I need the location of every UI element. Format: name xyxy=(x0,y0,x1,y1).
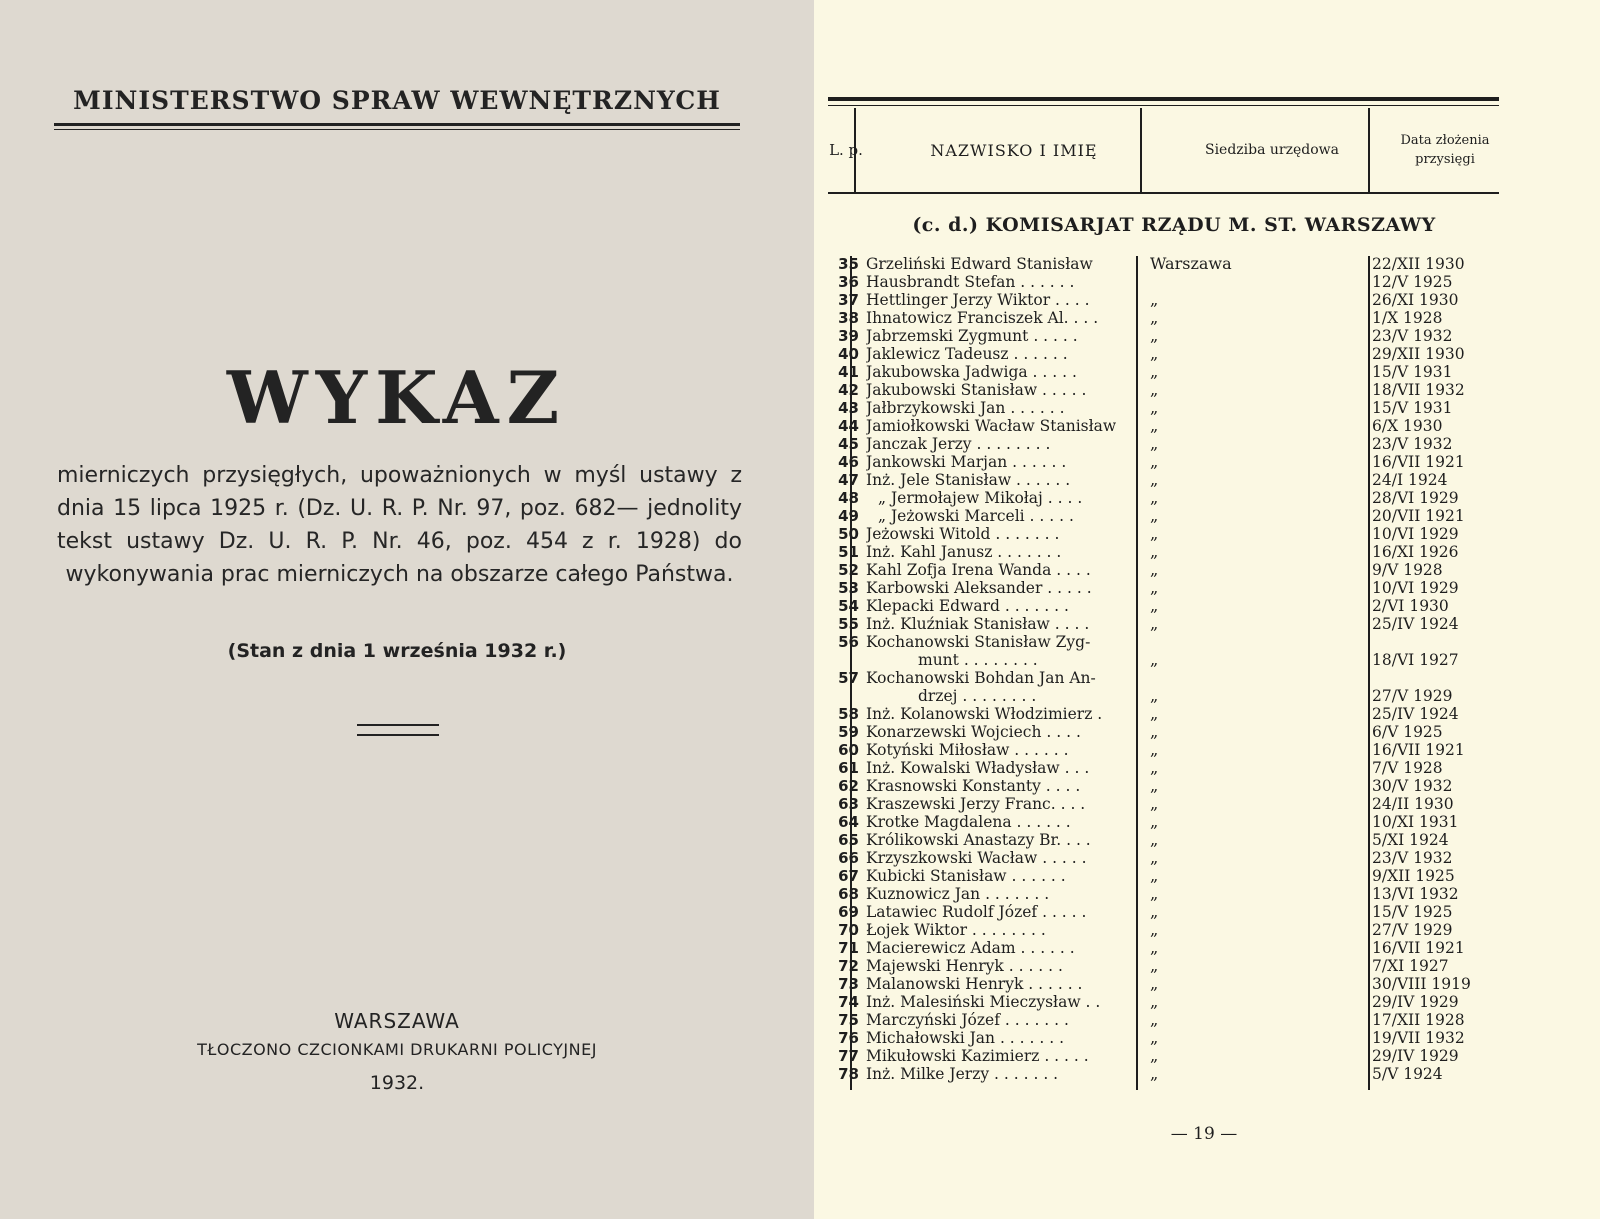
column-header-date: Data złożenia przysięgi xyxy=(1400,133,1490,167)
row-number: 52 xyxy=(838,561,859,579)
row-seat: „ xyxy=(1150,542,1159,561)
row-name: Inż. Kowalski Władysław . . . xyxy=(866,759,1090,777)
table-top-rule xyxy=(828,97,1499,101)
ornament-rule-top xyxy=(357,724,439,726)
row-name: Hausbrandt Stefan . . . . . . xyxy=(866,273,1075,291)
row-name: Inż. Kahl Janusz . . . . . . . xyxy=(866,543,1062,561)
row-seat: „ xyxy=(1150,992,1159,1011)
row-name: Krotke Magdalena . . . . . . xyxy=(866,813,1071,831)
row-seat: „ xyxy=(1150,884,1159,903)
row-date: 9/V 1928 xyxy=(1372,561,1443,579)
row-name: Inż. Milke Jerzy . . . . . . . xyxy=(866,1065,1059,1083)
row-name: Kotyński Miłosław . . . . . . xyxy=(866,741,1069,759)
row-seat: „ xyxy=(1150,704,1159,723)
row-number: 74 xyxy=(838,993,859,1011)
row-date: 26/XI 1930 xyxy=(1372,291,1459,309)
row-date: 27/V 1929 xyxy=(1372,921,1453,939)
row-date: 24/II 1930 xyxy=(1372,795,1454,813)
row-name: Jamiołkowski Wacław Stanisław xyxy=(866,417,1117,435)
row-seat: „ xyxy=(1150,920,1159,939)
row-name: Łojek Wiktor . . . . . . . . xyxy=(866,921,1046,939)
row-name: Kahl Zofja Irena Wanda . . . . xyxy=(866,561,1091,579)
column-header-seat: Siedziba urzędowa xyxy=(1204,142,1340,158)
row-date: 15/V 1931 xyxy=(1372,363,1453,381)
row-number: 55 xyxy=(838,615,859,633)
row-number: 61 xyxy=(838,759,859,777)
column-header-lp: L. p. xyxy=(829,141,863,159)
row-date: 25/IV 1924 xyxy=(1372,705,1459,723)
row-number: 72 xyxy=(838,957,859,975)
row-date: 16/XI 1926 xyxy=(1372,543,1459,561)
row-number: 67 xyxy=(838,867,859,885)
row-name: Inż. Kolanowski Włodzimierz . xyxy=(866,705,1103,723)
row-name: Malanowski Henryk . . . . . . xyxy=(866,975,1083,993)
row-name: Jankowski Marjan . . . . . . xyxy=(866,453,1067,471)
row-date: 29/IV 1929 xyxy=(1372,993,1459,1011)
row-name: Kochanowski Stanisław Zyg- xyxy=(866,633,1091,651)
row-number: 49 xyxy=(838,507,859,525)
row-name: Ihnatowicz Franciszek Al. . . . xyxy=(866,309,1099,327)
row-date: 25/IV 1924 xyxy=(1372,615,1459,633)
row-seat: „ xyxy=(1150,398,1159,417)
publication-year: 1932. xyxy=(369,1072,425,1094)
row-name: Jeżowski Witold . . . . . . . xyxy=(866,525,1060,543)
row-number: 39 xyxy=(838,327,859,345)
row-seat: „ xyxy=(1150,488,1159,507)
row-name: Jałbrzykowski Jan . . . . . . xyxy=(866,399,1065,417)
row-seat: „ xyxy=(1150,524,1159,543)
row-date: 5/V 1924 xyxy=(1372,1065,1443,1083)
row-date: 22/XII 1930 xyxy=(1372,255,1465,273)
row-date: 20/VII 1921 xyxy=(1372,507,1465,525)
column-header-name: NAZWISKO I IMIĘ xyxy=(930,140,1098,160)
row-date: 10/VI 1929 xyxy=(1372,579,1459,597)
row-date: 9/XII 1925 xyxy=(1372,867,1455,885)
row-number: 70 xyxy=(838,921,859,939)
row-seat: „ xyxy=(1150,1010,1159,1029)
row-name: Klepacki Edward . . . . . . . xyxy=(866,597,1069,615)
row-seat: „ xyxy=(1150,560,1159,579)
row-date: 15/V 1925 xyxy=(1372,903,1453,921)
row-number: 38 xyxy=(838,309,859,327)
row-seat: „ xyxy=(1150,362,1159,381)
row-seat: „ xyxy=(1150,722,1159,741)
row-number: 65 xyxy=(838,831,859,849)
row-date: 2/VI 1930 xyxy=(1372,597,1449,615)
row-seat: „ xyxy=(1150,902,1159,921)
table-top-rule-thin xyxy=(828,105,1499,106)
row-date: 13/VI 1932 xyxy=(1372,885,1459,903)
section-title: (c. d.) KOMISARJAT RZĄDU M. ST. WARSZAWY xyxy=(912,214,1436,236)
row-number: 73 xyxy=(838,975,859,993)
row-seat: „ xyxy=(1150,938,1159,957)
row-number: 69 xyxy=(838,903,859,921)
header-bottom-rule xyxy=(828,192,1499,194)
row-name: Hettlinger Jerzy Wiktor . . . . xyxy=(866,291,1090,309)
row-seat: „ xyxy=(1150,380,1159,399)
row-date: 16/VII 1921 xyxy=(1372,453,1465,471)
row-date: 30/VIII 1919 xyxy=(1372,975,1471,993)
row-seat: „ xyxy=(1150,1028,1159,1047)
row-number: 77 xyxy=(838,1047,859,1065)
row-date: 5/XI 1924 xyxy=(1372,831,1449,849)
row-seat: „ xyxy=(1150,848,1159,867)
row-date: 6/V 1925 xyxy=(1372,723,1443,741)
row-date: 19/VII 1932 xyxy=(1372,1029,1465,1047)
row-seat: „ xyxy=(1150,290,1159,309)
row-number: 35 xyxy=(838,255,859,273)
row-date: 15/V 1931 xyxy=(1372,399,1453,417)
row-number: 63 xyxy=(838,795,859,813)
ornament-rule-bottom xyxy=(357,734,439,736)
row-name-continuation: drzej . . . . . . . . xyxy=(918,687,1037,705)
row-date: 23/V 1932 xyxy=(1372,327,1453,345)
row-number: 51 xyxy=(838,543,859,561)
row-seat: „ xyxy=(1150,830,1159,849)
row-name: Karbowski Aleksander . . . . . xyxy=(866,579,1092,597)
row-name: „ Jermołajew Mikołaj . . . . xyxy=(878,489,1083,507)
ministry-header: MINISTERSTWO SPRAW WEWNĘTRZNYCH xyxy=(73,86,721,115)
row-name: Grzeliński Edward Stanisław xyxy=(866,255,1093,273)
row-seat: „ xyxy=(1150,650,1159,669)
row-seat: „ xyxy=(1150,416,1159,435)
row-name: Jakubowska Jadwiga . . . . . xyxy=(866,363,1077,381)
row-date: 29/XII 1930 xyxy=(1372,345,1465,363)
row-seat: „ xyxy=(1150,614,1159,633)
row-date: 18/VI 1927 xyxy=(1372,651,1459,669)
row-date: 23/V 1932 xyxy=(1372,849,1453,867)
row-seat: „ xyxy=(1150,812,1159,831)
row-number: 46 xyxy=(838,453,859,471)
row-name: Kuznowicz Jan . . . . . . . xyxy=(866,885,1050,903)
row-date: 18/VII 1932 xyxy=(1372,381,1465,399)
row-number: 75 xyxy=(838,1011,859,1029)
row-date: 29/IV 1929 xyxy=(1372,1047,1459,1065)
row-date: 24/I 1924 xyxy=(1372,471,1448,489)
row-seat: „ xyxy=(1150,578,1159,597)
row-date: 28/VI 1929 xyxy=(1372,489,1459,507)
row-seat: „ xyxy=(1150,776,1159,795)
row-name-continuation: munt . . . . . . . . xyxy=(918,651,1038,669)
row-name: Kraszewski Jerzy Franc. . . . xyxy=(866,795,1086,813)
row-number: 57 xyxy=(838,669,859,687)
row-number: 66 xyxy=(838,849,859,867)
document-title: WYKAZ xyxy=(226,355,568,440)
row-number: 44 xyxy=(838,417,859,435)
row-number: 68 xyxy=(838,885,859,903)
page-number: — 19 — xyxy=(1170,1124,1238,1144)
row-date: 16/VII 1921 xyxy=(1372,939,1465,957)
row-seat: „ xyxy=(1150,596,1159,615)
publication-place: WARSZAWA xyxy=(334,1009,460,1033)
row-seat: Warszawa xyxy=(1150,254,1232,273)
row-name: Janczak Jerzy . . . . . . . . xyxy=(866,435,1051,453)
row-date: 10/XI 1931 xyxy=(1372,813,1459,831)
header-rule xyxy=(54,123,740,126)
row-number: 41 xyxy=(838,363,859,381)
row-seat: „ xyxy=(1150,344,1159,363)
row-number: 45 xyxy=(838,435,859,453)
row-number: 42 xyxy=(838,381,859,399)
row-number: 36 xyxy=(838,273,859,291)
body-divider-seat xyxy=(1368,256,1370,1090)
row-number: 58 xyxy=(838,705,859,723)
row-date: 27/V 1929 xyxy=(1372,687,1453,705)
row-name: Kubicki Stanisław . . . . . . xyxy=(866,867,1066,885)
right-page xyxy=(814,0,1600,1219)
row-seat: „ xyxy=(1150,470,1159,489)
row-number: 56 xyxy=(838,633,859,651)
printer-info: TŁOCZONO CZCIONKAMI DRUKARNI POLICYJNEJ xyxy=(197,1040,597,1059)
row-date: 10/VI 1929 xyxy=(1372,525,1459,543)
row-name: Macierewicz Adam . . . . . . xyxy=(866,939,1075,957)
row-name: Krasnowski Konstanty . . . . xyxy=(866,777,1081,795)
row-number: 43 xyxy=(838,399,859,417)
row-number: 71 xyxy=(838,939,859,957)
row-seat: „ xyxy=(1150,1046,1159,1065)
row-number: 64 xyxy=(838,813,859,831)
row-seat: „ xyxy=(1150,686,1159,705)
row-date: 1/X 1928 xyxy=(1372,309,1443,327)
row-number: 78 xyxy=(838,1065,859,1083)
row-number: 53 xyxy=(838,579,859,597)
row-number: 54 xyxy=(838,597,859,615)
row-name: Jabrzemski Zygmunt . . . . . xyxy=(866,327,1078,345)
document-description: mierniczych przysięgłych, upoważnionych w myśl ustawy z dnia 15 lipca 1925 r. (Dz. U. R. P. Nr. 97, poz. 682— jednolity tekst ustawy Dz. U. R. P. Nr. 46, poz. 454 z r. 1928) do wykonywania prac mierniczych na obszarze całego Państwa. xyxy=(57,463,742,587)
row-number: 59 xyxy=(838,723,859,741)
row-number: 47 xyxy=(838,471,859,489)
row-name: Latawiec Rudolf Józef . . . . . xyxy=(866,903,1087,921)
row-date: 30/V 1932 xyxy=(1372,777,1453,795)
row-seat: „ xyxy=(1150,758,1159,777)
row-date: 7/XI 1927 xyxy=(1372,957,1449,975)
row-seat: „ xyxy=(1150,794,1159,813)
row-seat: „ xyxy=(1150,308,1159,327)
row-seat: „ xyxy=(1150,866,1159,885)
row-seat: „ xyxy=(1150,506,1159,525)
row-date: 12/V 1925 xyxy=(1372,273,1453,291)
row-number: 37 xyxy=(838,291,859,309)
row-name: Mikułowski Kazimierz . . . . . xyxy=(866,1047,1089,1065)
row-name: „ Jeżowski Marceli . . . . . xyxy=(878,507,1074,525)
row-date: 23/V 1932 xyxy=(1372,435,1453,453)
row-seat: „ xyxy=(1150,434,1159,453)
row-number: 40 xyxy=(838,345,859,363)
header-rule-thin xyxy=(54,129,740,130)
status-date: (Stan z dnia 1 września 1932 r.) xyxy=(227,640,567,662)
row-date: 6/X 1930 xyxy=(1372,417,1443,435)
row-date: 16/VII 1921 xyxy=(1372,741,1465,759)
row-name: Majewski Henryk . . . . . . xyxy=(866,957,1063,975)
row-name: Inż. Kluźniak Stanisław . . . . xyxy=(866,615,1090,633)
row-number: 60 xyxy=(838,741,859,759)
row-number: 50 xyxy=(838,525,859,543)
row-seat: „ xyxy=(1150,452,1159,471)
row-number: 76 xyxy=(838,1029,859,1047)
row-number: 62 xyxy=(838,777,859,795)
row-seat: „ xyxy=(1150,740,1159,759)
row-name: Krzyszkowski Wacław . . . . . xyxy=(866,849,1087,867)
row-name: Michałowski Jan . . . . . . . xyxy=(866,1029,1065,1047)
row-seat: „ xyxy=(1150,974,1159,993)
row-name: Kochanowski Bohdan Jan An- xyxy=(866,669,1096,687)
row-name: Konarzewski Wojciech . . . . xyxy=(866,723,1081,741)
row-seat: „ xyxy=(1150,956,1159,975)
row-name: Inż. Malesiński Mieczysław . . xyxy=(866,993,1101,1011)
row-seat: „ xyxy=(1150,1064,1159,1083)
row-number: 48 xyxy=(838,489,859,507)
row-name: Królikowski Anastazy Br. . . . xyxy=(866,831,1091,849)
row-name: Inż. Jele Stanisław . . . . . . xyxy=(866,471,1071,489)
row-date: 17/XII 1928 xyxy=(1372,1011,1465,1029)
row-name: Jaklewicz Tadeusz . . . . . . xyxy=(866,345,1068,363)
row-seat: „ xyxy=(1150,326,1159,345)
row-date: 7/V 1928 xyxy=(1372,759,1443,777)
row-name: Marczyński Józef . . . . . . . xyxy=(866,1011,1069,1029)
row-name: Jakubowski Stanisław . . . . . xyxy=(866,381,1087,399)
